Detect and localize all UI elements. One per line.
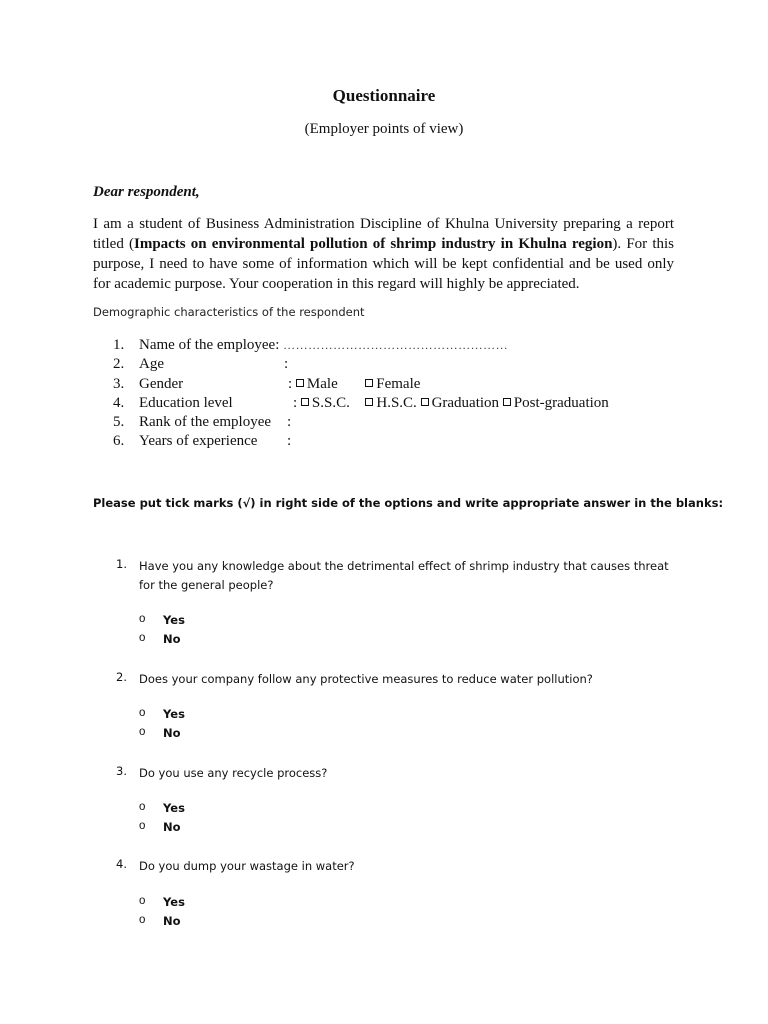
- demographic-item-rank: [0, 413, 768, 432]
- checkbox-female[interactable]: [365, 379, 373, 387]
- rank-colon[interactable]: :: [287, 414, 292, 431]
- option-label[interactable]: Yes: [163, 613, 185, 627]
- demographic-number: 5.: [113, 414, 125, 431]
- demographic-label: Gender: [139, 375, 184, 392]
- bullet-icon: o: [139, 801, 146, 813]
- checkbox-post-graduation[interactable]: [503, 398, 511, 406]
- demographic-item-education: [0, 394, 768, 413]
- checkbox-male[interactable]: [296, 379, 304, 387]
- question-text: Have you any knowledge about the detrimental effect of shrimp industry that causes threat for the general people?: [139, 559, 669, 592]
- demographics-list: [0, 336, 768, 452]
- checkbox-ssc[interactable]: [301, 398, 309, 406]
- question-3-option-no[interactable]: [0, 820, 768, 839]
- gender-options: [288, 375, 420, 394]
- option-label[interactable]: No: [163, 632, 181, 646]
- option-female: Female: [376, 375, 421, 392]
- bullet-icon: o: [139, 707, 146, 719]
- intro-paragraph: [93, 214, 674, 294]
- demographic-item-experience: [0, 432, 768, 451]
- question-text: Does your company follow any protective measures to reduce water pollution?: [139, 672, 593, 686]
- question-2-option-no[interactable]: [0, 726, 768, 745]
- intro-report-title: Impacts on environmental pollution of shrimp industry in Khulna region: [133, 236, 613, 252]
- option-label[interactable]: Yes: [163, 801, 185, 815]
- checkbox-hsc[interactable]: [365, 398, 373, 406]
- bullet-icon: o: [139, 726, 146, 738]
- question-number: 3.: [116, 764, 127, 778]
- checkbox-graduation[interactable]: [421, 398, 429, 406]
- bullet-icon: o: [139, 914, 146, 926]
- option-hsc: H.S.C.: [376, 394, 417, 411]
- question-1-option-no[interactable]: [0, 632, 768, 651]
- demographic-item-gender: [0, 375, 768, 394]
- option-label[interactable]: Yes: [163, 707, 185, 721]
- demographic-number: 6.: [113, 433, 125, 450]
- option-label[interactable]: No: [163, 914, 181, 928]
- option-label[interactable]: Yes: [163, 895, 185, 909]
- instruction-text: Please put tick marks (√) in right side of the options and write appropriate answer in the blanks:: [93, 496, 724, 510]
- option-label[interactable]: No: [163, 820, 181, 834]
- page-subtitle: (Employer points of view): [304, 121, 464, 137]
- name-label: Name of the employee:: [139, 337, 280, 353]
- intro-text-part2: ). For this purpose, I need to have some of information which will be kept confidential and be used only for academic purpose. Your cooperation in this regard will highly be appreciated.: [93, 236, 674, 292]
- question-number: 2.: [116, 670, 127, 684]
- demographic-number: 2.: [113, 356, 125, 373]
- demographic-label: Education level: [139, 394, 233, 411]
- demographic-number: 1.: [113, 337, 125, 353]
- bullet-icon: o: [139, 613, 146, 625]
- name-blank[interactable]: ………………………………………………: [283, 338, 509, 352]
- page-title: Questionnaire: [332, 86, 436, 105]
- question-3-option-yes[interactable]: [0, 801, 768, 820]
- experience-colon[interactable]: :: [287, 433, 292, 450]
- salutation: Dear respondent,: [93, 184, 200, 200]
- demographic-label: Years of experience: [139, 433, 258, 450]
- bullet-icon: o: [139, 820, 146, 832]
- question-1-option-yes[interactable]: [0, 613, 768, 632]
- option-ssc: S.S.C.: [311, 394, 350, 411]
- education-colon: :: [293, 394, 298, 411]
- intro-text-part1: I am a student of Business Administration Discipline of Khulna University preparing a report titled (: [93, 216, 674, 252]
- option-graduation: Graduation: [431, 394, 500, 411]
- demographic-label: [139, 336, 508, 355]
- question-4-option-no[interactable]: [0, 914, 768, 933]
- demographic-number: 4.: [113, 394, 125, 411]
- question-2-option-yes[interactable]: [0, 707, 768, 726]
- question-number: 1.: [116, 557, 127, 571]
- demographics-heading: Demographic characteristics of the respondent: [93, 305, 365, 319]
- age-colon[interactable]: :: [284, 356, 289, 373]
- question-text: Do you use any recycle process?: [139, 766, 328, 780]
- demographic-label: Rank of the employee: [139, 414, 272, 431]
- question-4-option-yes[interactable]: [0, 895, 768, 914]
- bullet-icon: o: [139, 895, 146, 907]
- gender-colon: :: [288, 375, 293, 392]
- question-number: 4.: [116, 857, 127, 871]
- option-label[interactable]: No: [163, 726, 181, 740]
- demographic-item-name: [0, 336, 768, 355]
- demographic-number: 3.: [113, 375, 125, 392]
- demographic-item-age: [0, 355, 768, 374]
- bullet-icon: o: [139, 632, 146, 644]
- education-options: [293, 394, 609, 413]
- option-post-graduation: Post-graduation: [513, 394, 609, 411]
- question-text: Do you dump your wastage in water?: [139, 859, 355, 873]
- option-male: Male: [306, 375, 338, 392]
- demographic-label: Age: [139, 356, 164, 373]
